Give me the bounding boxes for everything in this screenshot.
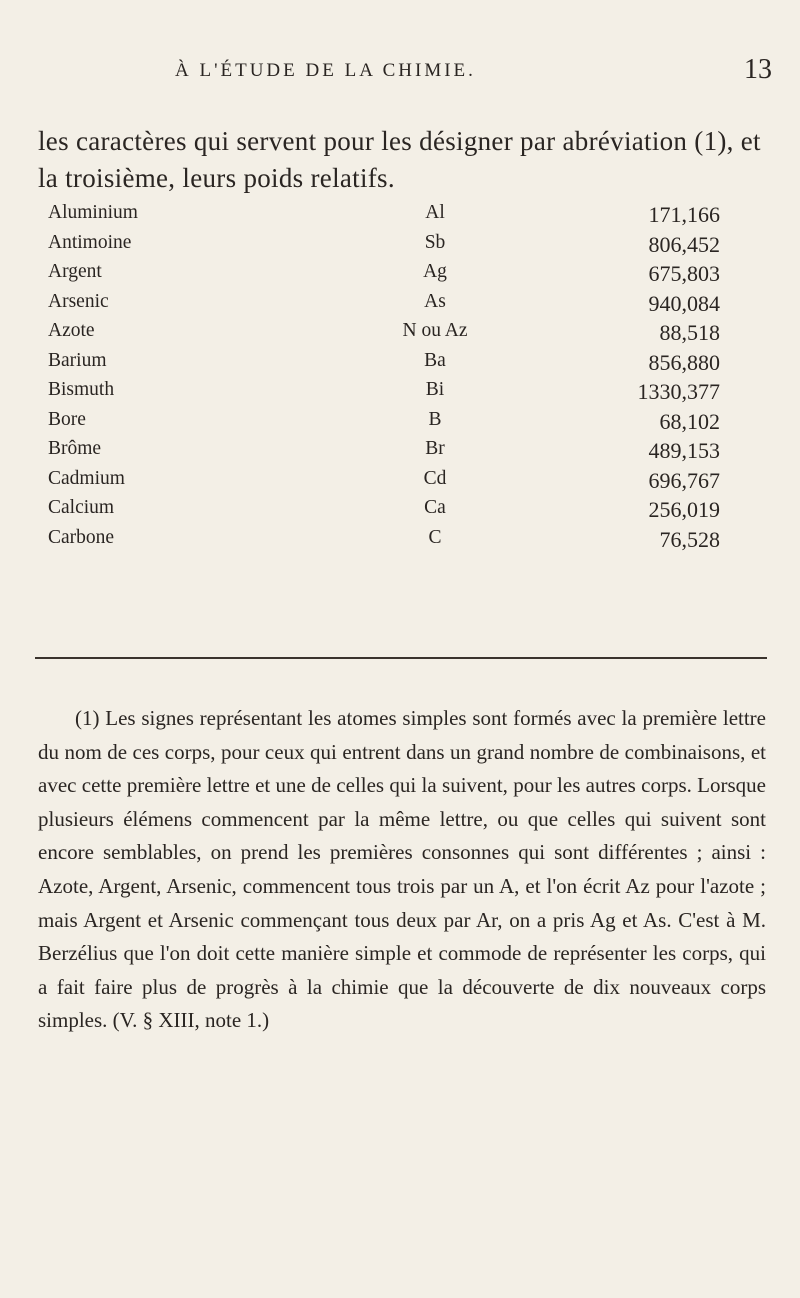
table-row: [0, 438, 800, 468]
element-name: Antimoine: [48, 231, 132, 253]
running-head: [0, 54, 800, 90]
running-title: À L'ÉTUDE DE LA CHIMIE.: [175, 60, 476, 81]
intro-paragraph: les caractères qui servent pour les désigner par abréviation (1), et la troisième, leurs poids relatifs.: [38, 126, 761, 193]
element-weight: 489,153: [648, 438, 720, 463]
element-name: Aluminium: [48, 202, 138, 223]
footnote: (1) Les signes représentant les atomes simples sont formés avec la première lettre du nom de ces corps, pour ceux qui entrent dans un grand nombre de combinaisons, et avec cette première lettre et une de celles qui la suivent, pour les autres corps. Lorsque plusieurs élémens commencent par la même lettre, ou que celles qui suivent sont encore semblables, on prend les premières consonnes qui sont différentes ; ainsi : Azote, Argent, Arsenic, commencent tous trois par un A, et l'on écrit Az pour l'azote ; mais Argent et Arsenic commençant tous deux par Ar, on a pris Ag et As. C'est à M. Berzélius que l'on doit cette manière simple et commode de représenter les corps, qui a fait faire plus de progrès à la chimie que la découverte de dix nouveaux corps simples. (V. § XIII, note 1.): [38, 706, 766, 1033]
element-name: Carbone: [48, 526, 115, 548]
element-weight: 88,518: [659, 320, 720, 345]
table-row: [0, 468, 800, 498]
element-symbol: As: [424, 290, 446, 312]
element-symbol: C: [428, 526, 442, 548]
table-row: [0, 409, 800, 439]
element-name: Brôme: [48, 438, 102, 459]
element-symbol: Bi: [425, 379, 445, 400]
element-weight: 1330,377: [637, 379, 720, 404]
element-weight: 68,102: [659, 408, 720, 434]
table-row: [0, 497, 800, 527]
element-symbol: Br: [425, 438, 445, 459]
element-weight: 940,084: [648, 290, 720, 316]
table-row: [0, 232, 800, 262]
element-weight: 696,767: [648, 467, 720, 493]
element-symbol: Al: [425, 202, 445, 223]
element-table: [0, 202, 800, 556]
element-weight: 856,880: [648, 349, 720, 375]
element-symbol: Cd: [423, 467, 447, 489]
footnote-divider: [35, 657, 767, 659]
table-row: [0, 350, 800, 380]
element-name: Bismuth: [48, 379, 115, 400]
element-name: Cadmium: [48, 467, 125, 489]
element-weight: 76,528: [659, 526, 720, 552]
table-row: [0, 261, 800, 291]
element-symbol: Ag: [423, 261, 447, 282]
element-name: Barium: [48, 349, 107, 371]
element-symbol: Ca: [424, 497, 446, 518]
element-weight: 171,166: [648, 202, 720, 227]
element-name: Argent: [48, 261, 102, 282]
table-row: [0, 527, 800, 557]
element-name: Bore: [48, 408, 86, 430]
table-row: [0, 379, 800, 409]
table-row: [0, 291, 800, 321]
element-weight: 806,452: [648, 231, 720, 257]
element-weight: 256,019: [648, 497, 720, 522]
element-symbol: N ou Az: [402, 320, 468, 341]
table-row: [0, 202, 800, 232]
element-weight: 675,803: [648, 261, 720, 286]
element-name: Calcium: [48, 497, 115, 518]
element-symbol: B: [428, 408, 442, 430]
element-symbol: Ba: [424, 349, 446, 371]
page-number: 13: [744, 54, 772, 85]
table-row: [0, 320, 800, 350]
element-name: Arsenic: [48, 290, 109, 312]
element-symbol: Sb: [424, 231, 446, 253]
element-name: Azote: [48, 320, 95, 341]
